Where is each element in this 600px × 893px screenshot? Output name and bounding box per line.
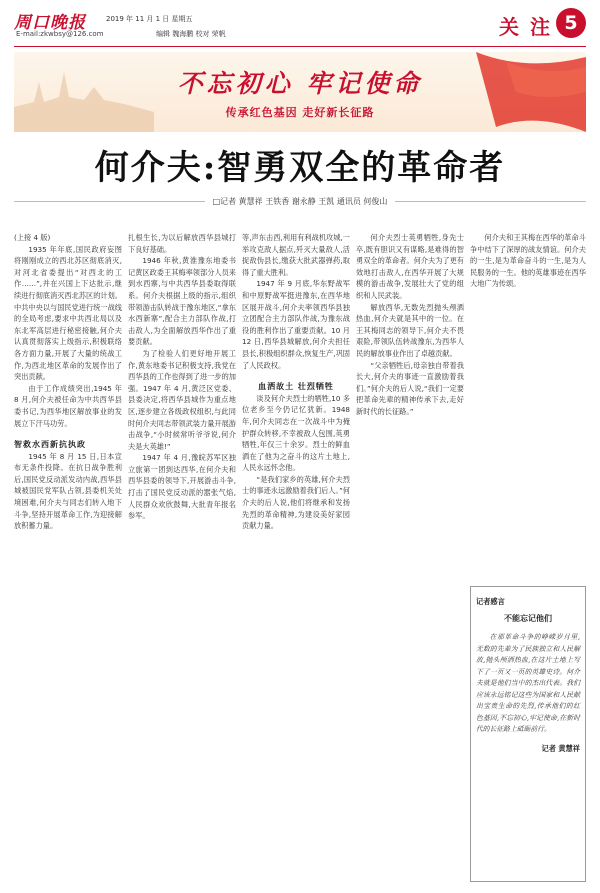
paragraph: 为了检验人们更好地开展工作,黄东地委书记积极支持,我党在西华县的工作也得到了进一步的加强。1947 年 4 月,黄泛区党委、县委决定,将西华县城作为重点地区,逐步建立各级政权组织,与此同时何介夫同志带领武装力量开展游击战争,“小时候常听爷爷说,何介夫是大英雄!” <box>128 348 236 451</box>
paragraph: 1947 年 4 月,豫皖苏军区独立旅第一团到达西华,在何介夫和西华县委的领导下,开展游击斗争,打击了国民党反动派的嚣张气焰,人民群众欢欣鼓舞,大批青年报名参军。 <box>128 453 236 521</box>
paragraph: 扎根生长,为以后解放西华县城打下良好基础。 <box>128 233 236 254</box>
campaign-banner <box>14 52 586 132</box>
section-subhead: 血洒故土 壮烈牺牲 <box>258 382 334 392</box>
paragraph: 1946 年秋,黄淮豫东地委书记黄区政委王其梅率领部分人员来到水西寨,与中共西华县委取得联系。何介夫根据上级的指示,组织带领游击队转战于豫东地区,“拿东水西新寨”,配合主力部队作战,打击敌人,为全面解放西华作出了重要贡献。 <box>128 256 236 347</box>
paragraph: 解放西华,无数先烈抛头颅洒热血,何介夫就是其中的一位。在王其梅同志的领导下,何介夫不畏艰险,带领队伍转战豫东,为西华人民的解放事业作出了卓越贡献。 <box>356 302 464 358</box>
editors-credit: 编辑 魏海鹏 校对 荣帆 <box>156 30 226 38</box>
article-headline: 何介夫:智勇双全的革命者 <box>94 148 506 188</box>
masthead <box>14 8 586 44</box>
sidebar-author: 记者 黄慧祥 <box>541 743 580 753</box>
article-column-4 <box>356 232 464 418</box>
contact-email: E-mail:zkwbsy@126.com <box>16 30 104 38</box>
header-divider <box>14 46 586 47</box>
byline-wrapper <box>14 196 586 207</box>
paragraph: “是我们家乡的英雄,何介夫烈士的事迹永远激励着我们后人。”何介夫的后人说,他们将继承和发扬先烈的革命精神,为建设美好家园贡献力量。 <box>242 474 350 531</box>
sidebar-subtitle: 不能忘记他们 <box>504 614 552 623</box>
paragraph: 在那革命斗争的峥嵘岁月里,无数的先辈为了民族独立和人民解放,抛头颅洒热血,在这片土地上写下了一页又一页的英雄史诗。何介夫就是他们当中的杰出代表。我们应该永远铭记这些为国家和人民献出宝贵生命的先烈,传承他们的红色基因,不忘初心,牢记使命,在新时代的长征路上砥砺前行。 <box>476 633 580 733</box>
banner-title: 不忘初心 牢记使命 <box>177 69 423 98</box>
article-column-5 <box>470 232 586 290</box>
newspaper-logo: 周口晚报 <box>14 13 86 33</box>
paragraph: 1945 年 8 月 15 日,日本宣布无条件投降。在抗日战争胜利后,国民党反动派发动内战,西华县城被国民党军队占领,县委机关处境困难,何介夫与同志们转入地下斗争,坚持开展革命工作,为迎接解放积蓄力量。 <box>14 451 122 531</box>
sidebar-title: 记者感言 <box>476 597 505 606</box>
page-number-badge: 5 <box>556 8 586 38</box>
paragraph: 等,声东击西,利用有利战机攻城,一举攻克敌人据点,歼灭大量敌人,活捉敌伪县长,缴获大批武器弹药,取得了重大胜利。 <box>242 233 350 277</box>
continuation-note: (上接 4 版) <box>14 233 51 242</box>
paragraph: 1935 年年底,国民政府妄图将刚刚成立的西北苏区彻底消灭,对河北省委提出“对西北的工作……”,并在兴国上下达批示,继续进行彻底消灭西北苏区的计划。中共中央以与国民党进行统一战线的全局考虑,要求中共西北局以及东北军高层进行秘密接触,何介夫认真贯彻落实上级指示,积极联络各方面力量,开展了大量的统战工作,为西北地区革命的发展作出了突出贡献。 <box>14 244 122 382</box>
article-byline: □记者 黄慧祥 王铁香 谢永静 王凯 通讯员 何俊山 <box>205 196 396 207</box>
paragraph: 谈及何介夫烈士的牺牲,10 多位老乡至今仍记忆犹新。1948 年,何介夫同志在一次战斗中为掩护群众转移,不幸被敌人包围,英勇牺牲,年仅三十余岁。烈士的鲜血洒在了他为之奋斗的这片土地上,人民永远怀念他。 <box>242 393 350 473</box>
reporter-note-box <box>470 586 586 882</box>
paragraph: “父亲牺牲后,母亲独自带着我长大,何介夫的事迹一直激励着我们。”何介夫的后人说,“我们一定要把革命先辈的精神传承下去,走好新时代的长征路。” <box>356 360 464 416</box>
paragraph: 何介夫烈士英勇牺牲,身先士卒,既有胆识又有谋略,是难得的智勇双全的革命者。何介夫为了更有效地打击敌人,在西华开展了大规模的游击战争,发展壮大了党的组织和人民武装。 <box>356 233 464 300</box>
section-subhead: 智救水西新抗执政 <box>14 440 86 450</box>
paragraph: 何介夫和王其梅在西华的革命斗争中结下了深厚的战友情谊。何介夫的一生,是为革命奋斗的一生,是为人民服务的一生。他的英雄事迹在西华大地广为传颂。 <box>470 233 586 289</box>
publication-date: 2019 年 11 月 1 日 星期五 <box>106 15 193 23</box>
section-label: 关 注 <box>499 15 552 39</box>
paragraph: 1947 年 9 月底,华东野战军和中原野战军挺进豫东,在西华地区展开战斗,何介夫率领西华县独立团配合主力部队作战,为豫东战役的胜利作出了重要贡献。10 月 12 日,西华县城解放,何介夫担任县长,积极组织群众,恢复生产,巩固了人民政权。 <box>242 279 350 370</box>
banner-subtitle: 传承红色基因 走好新长征路 <box>225 106 375 119</box>
paragraph: 由于工作成绩突出,1945 年 8 月,何介夫被任命为中共西华县委书记,为西华地区解放事业的发展立下汗马功劳。 <box>14 383 122 428</box>
article-column-1 <box>14 232 122 532</box>
article-column-2 <box>128 232 236 522</box>
sidebar-body <box>476 632 580 736</box>
article-column-3 <box>242 232 350 532</box>
